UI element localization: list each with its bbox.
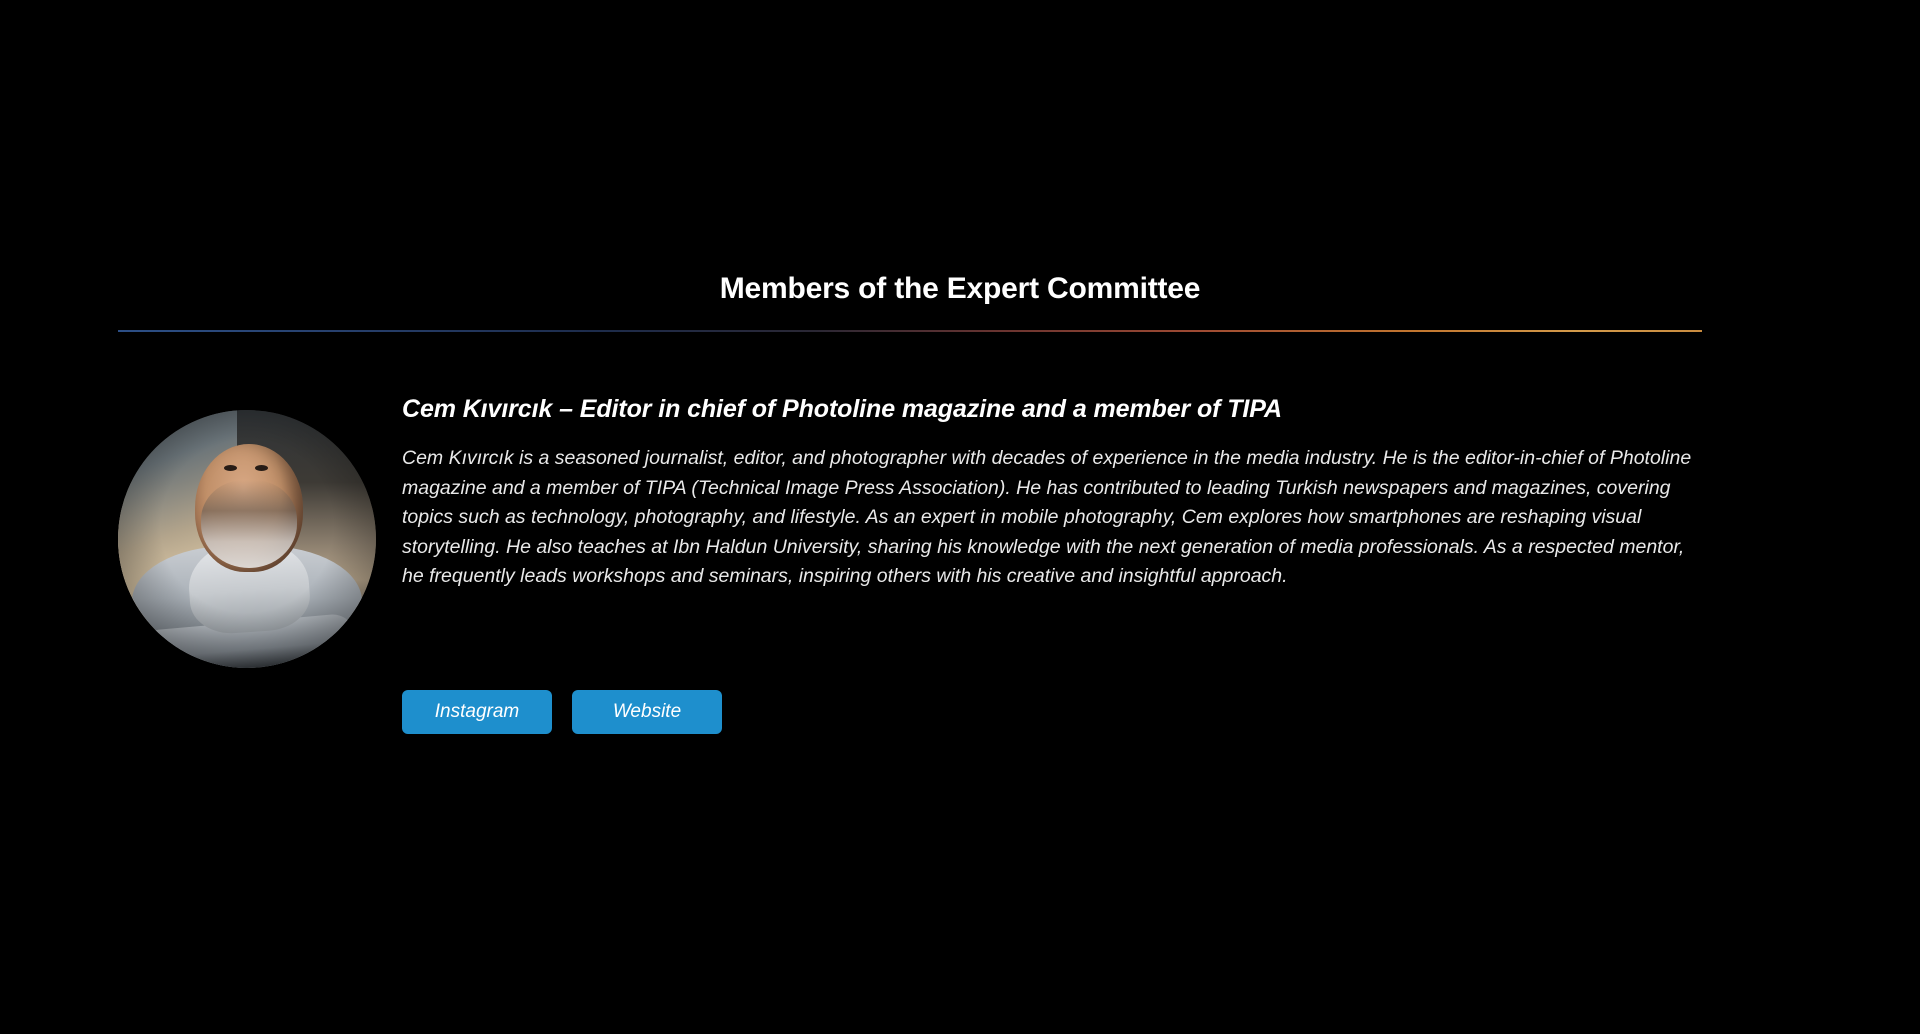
gradient-divider — [118, 330, 1702, 332]
instagram-link-button[interactable]: Instagram — [402, 690, 552, 734]
member-links — [402, 690, 722, 734]
website-link-button[interactable]: Website — [572, 690, 722, 734]
avatar — [118, 410, 376, 668]
member-bio: Cem Kıvırcık is a seasoned journalist, editor, and photographer with decades of experience in the media industry. He is the editor-in-chief of Photoline magazine and a member of TIPA (Technical Image Press Association). He has contributed to leading Turkish newspapers and magazines, covering topics such as technology, photography, and lifestyle. As an expert in mobile photography, Cem explores how smartphones are reshaping visual storytelling. He also teaches at Ibn Haldun University, sharing his knowledge with the next generation of media professionals. As a respected mentor, he frequently leads workshops and seminars, inspiring others with his creative and insightful approach. — [402, 447, 1692, 587]
page-title: Members of the Expert Committee — [719, 272, 1201, 305]
photo-vignette — [118, 410, 376, 668]
member-text-block — [402, 395, 1708, 592]
member-name: Cem Kıvırcık – Editor in chief of Photoline magazine and a member of TIPA — [402, 395, 1282, 423]
avatar-image — [118, 410, 376, 668]
